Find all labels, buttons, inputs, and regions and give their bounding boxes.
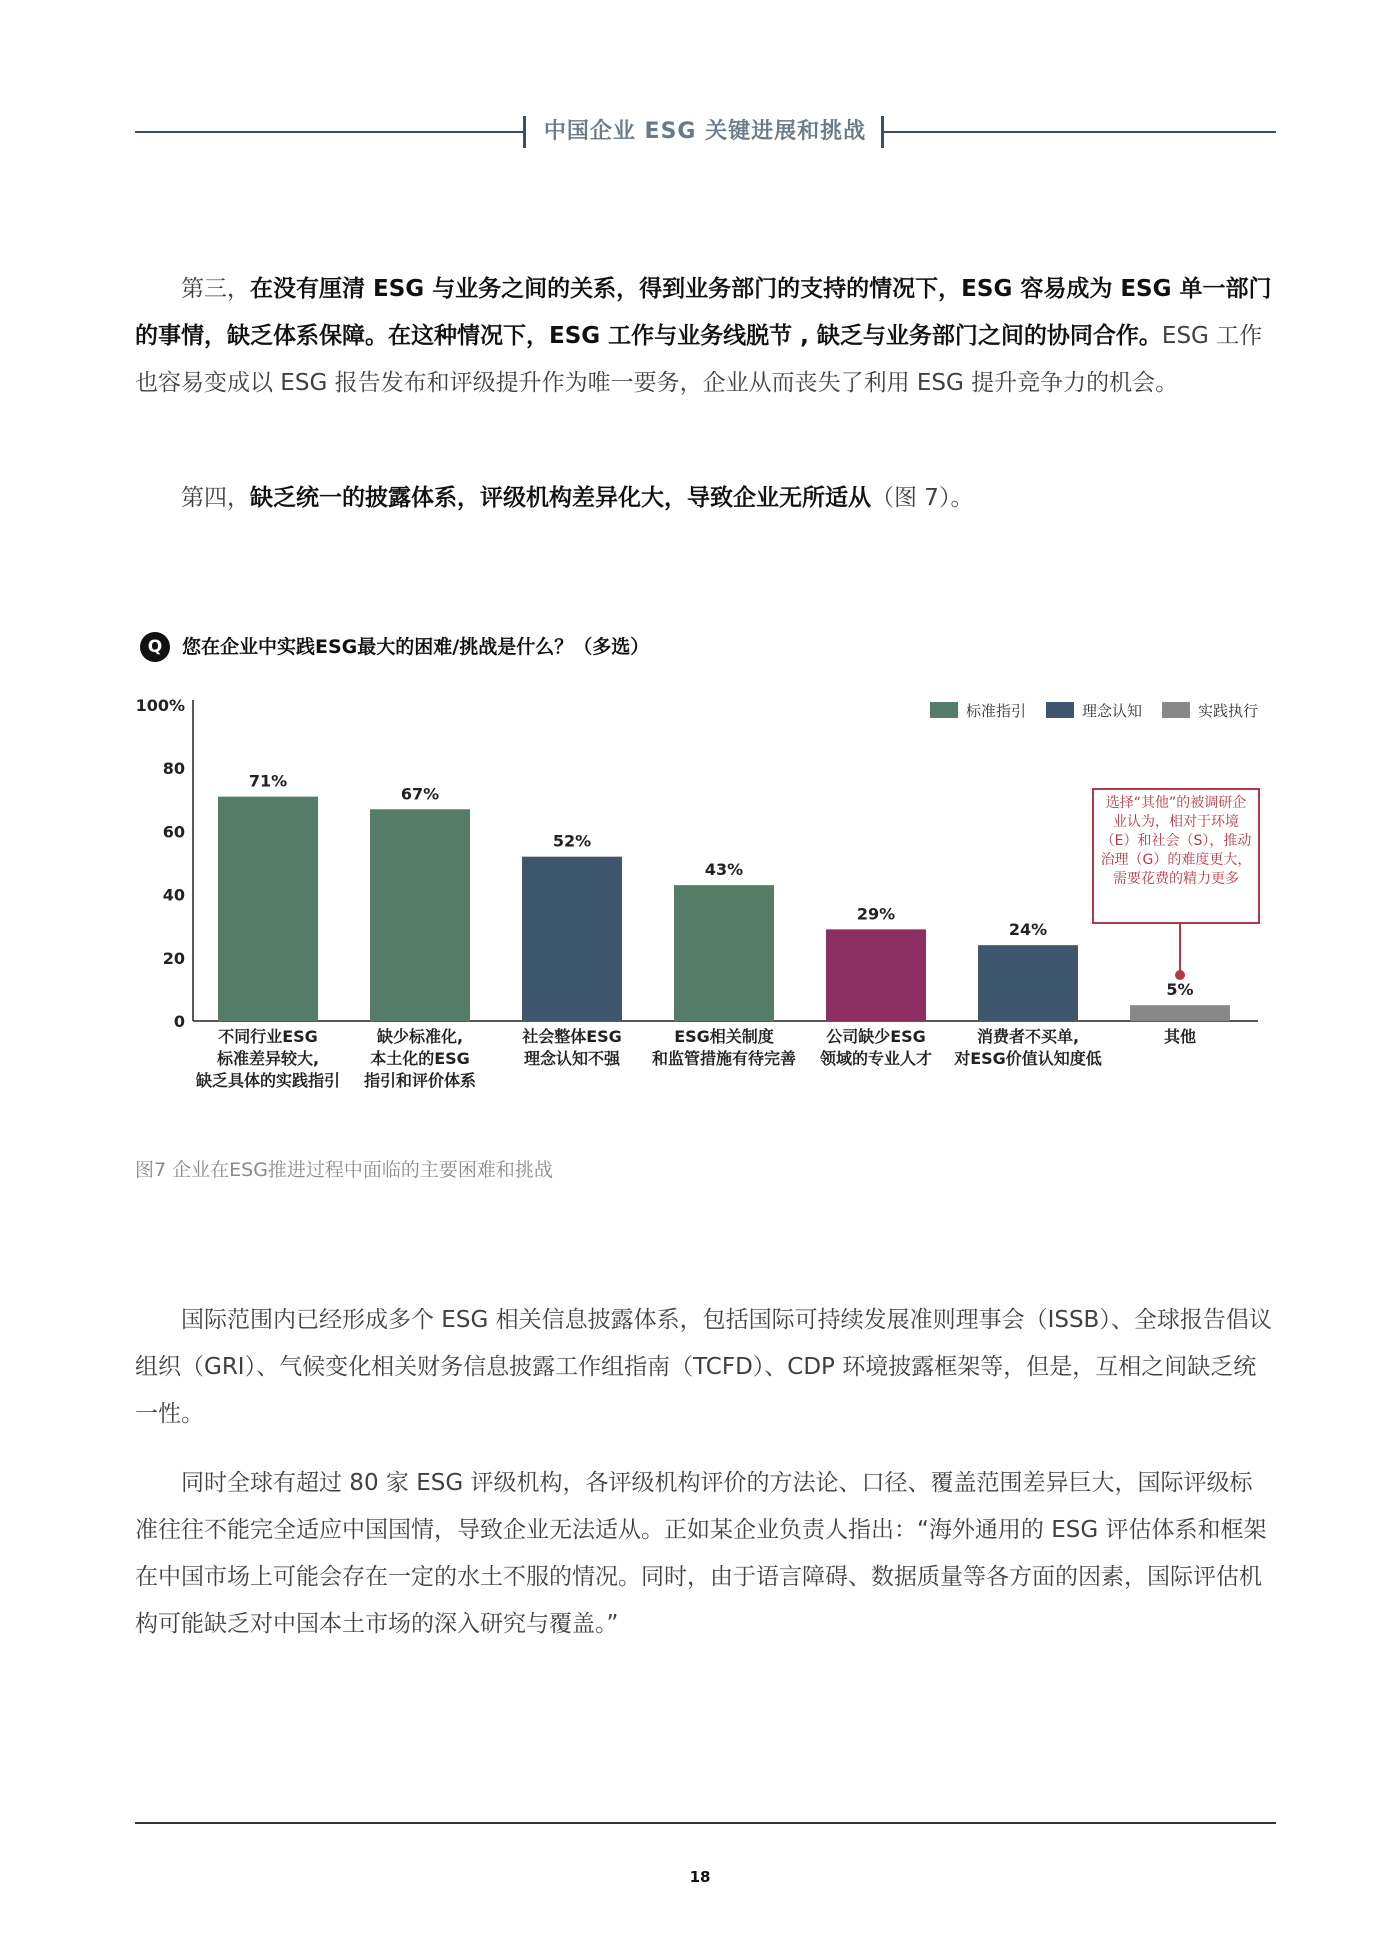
bar-value-label: 67% (400, 784, 440, 804)
bar-value-label: 24% (1008, 920, 1048, 940)
bar (218, 797, 318, 1021)
figure-caption: 图7 企业在ESG推进过程中面临的主要困难和挑战 (135, 1159, 553, 1181)
bar (826, 929, 926, 1021)
paragraph-4 (135, 1460, 1275, 1648)
legend-swatch (1046, 702, 1074, 718)
legend-label: 实践执行 (1198, 702, 1259, 720)
legend-swatch (930, 702, 958, 718)
category-label: 标准差异较大, (216, 1049, 320, 1068)
category-label: 理念认知不强 (523, 1049, 621, 1068)
y-tick-label: 20 (162, 948, 185, 968)
category-label: 缺少标准化, (376, 1027, 464, 1046)
category-label: 对ESG价值认知度低 (954, 1049, 1102, 1068)
other-annotation-callout: 选择“其他”的被调研企业认为，相对于环境（E）和社会（S），推动治理（G）的难度更大，需要花费的精力更多 (1092, 788, 1260, 924)
y-tick-label: 0 (173, 1012, 185, 1031)
paragraph-2-rest: （图 7）。 (871, 485, 974, 511)
bar-value-label: 5% (1166, 980, 1194, 1000)
y-tick-label: 60 (162, 822, 185, 842)
legend-label: 标准指引 (966, 702, 1027, 720)
category-label: 社会整体ESG (522, 1027, 622, 1046)
legend-label: 理念认知 (1082, 702, 1143, 720)
bar-value-label: 29% (856, 904, 896, 924)
bar (978, 945, 1078, 1021)
header-title: 中国企业 ESG 关键进展和挑战 (543, 119, 867, 144)
paragraph-1-rest: ESG 工作也容易变成以 ESG 报告发布和评级提升作为唯一要务，企业从而丧失了利用 ESG 提升竞争力的机会。 (135, 323, 1263, 396)
bar (1130, 1005, 1230, 1021)
bar (370, 809, 470, 1021)
category-label: 其他 (1163, 1027, 1197, 1046)
paragraph-2-emphasis: 缺乏统一的披露体系，评级机构差异化大，导致企业无所适从 (250, 485, 871, 511)
paragraph-3-text: 国际范围内已经形成多个 ESG 相关信息披露体系，包括国际可持续发展准则理事会（ISSB）、全球报告倡议组织（GRI）、气候变化相关财务信息披露工作组指南（TCFD）、CDP 环境披露框架等，但是，互相之间缺乏统一性。 (135, 1307, 1272, 1427)
callout-pointer-dot (1175, 970, 1185, 980)
y-tick-label: 40 (162, 885, 185, 905)
category-label: 公司缺少ESG (826, 1027, 926, 1046)
category-label: 和监管措施有待完善 (651, 1049, 797, 1068)
bar-value-label: 43% (704, 860, 744, 880)
paragraph-3 (135, 1297, 1275, 1438)
category-label: 领域的专业人才 (819, 1049, 933, 1068)
question-text: 您在企业中实践ESG最大的困难/挑战是什么？（多选） (182, 636, 650, 658)
bar-value-label: 52% (552, 831, 592, 851)
paragraph-1-emphasis: 在没有厘清 ESG 与业务之间的关系，得到业务部门的支持的情况下，ESG 容易成为 ESG 单一部门的事情，缺乏体系保障。在这种情况下，ESG 工作与业务线脱节 , 缺乏与业务部门之间的协同合作。 (135, 276, 1272, 349)
footer-rule (135, 1822, 1276, 1824)
paragraph-4-text: 同时全球有超过 80 家 ESG 评级机构，各评级机构评价的方法论、口径、覆盖范围差异巨大，国际评级标准往往不能完全适应中国国情，导致企业无法适从。正如某企业负责人指出：“海外通用的 ESG 评估体系和框架在中国市场上可能会存在一定的水土不服的情况。同时，由于语言障碍、数据质量等各方面的因素，国际评估机构可能缺乏对中国本土市场的深入研究与覆盖。” (135, 1470, 1267, 1637)
category-label: 不同行业ESG (218, 1027, 318, 1046)
category-label: 缺乏具体的实践指引 (195, 1071, 341, 1090)
category-label: 本土化的ESG (370, 1049, 470, 1068)
bar-value-label: 71% (248, 771, 288, 791)
y-tick-label: 80 (162, 759, 185, 779)
legend-swatch (1162, 702, 1190, 718)
page-number: 18 (689, 1868, 711, 1886)
category-label: 指引和评价体系 (363, 1071, 477, 1090)
paragraph-2-lead: 第四， (181, 485, 250, 511)
paragraph-1-lead: 第三， (181, 276, 250, 302)
bar (674, 885, 774, 1021)
category-label: 消费者不买单, (976, 1027, 1080, 1046)
category-label: ESG相关制度 (674, 1027, 774, 1046)
bar (522, 857, 622, 1021)
question-badge: Q (140, 632, 170, 662)
y-tick-label: 100% (135, 696, 185, 715)
